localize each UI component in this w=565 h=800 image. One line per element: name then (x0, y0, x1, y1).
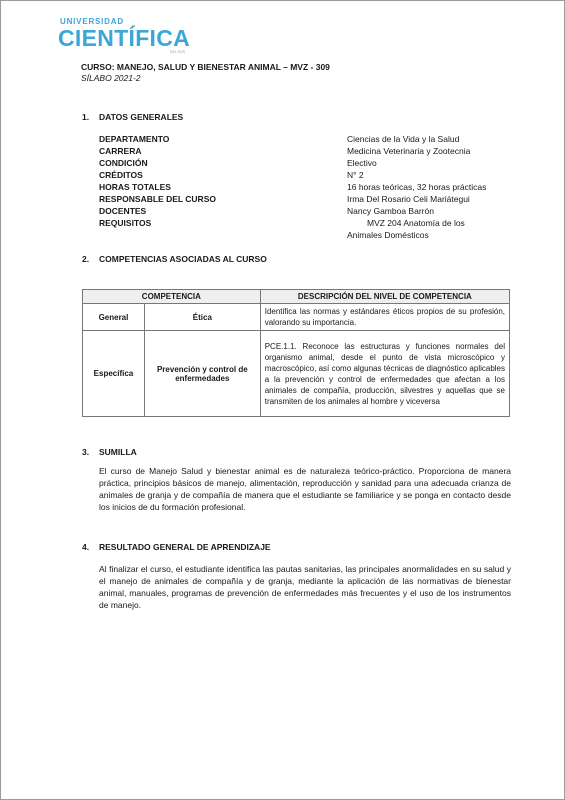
value-departamento: Ciencias de la Vida y la Salud (347, 134, 460, 144)
label-creditos: CRÉDITOS (99, 170, 143, 180)
competency-type: General (83, 304, 145, 331)
value-carrera: Medicina Veterinaria y Zootecnia (347, 146, 471, 156)
competency-name: Prevención y control de enfermedades (144, 331, 260, 417)
learning-outcome-paragraph: Al finalizar el curso, el estudiante identifica las pautas sanitarias, las principales anormalidades en su salud y el manejo de animales de compañía y de granja, mediante la aplicación de las normativas de bienestar animal, manuales, programas de prevención de enfermedades más frecuentes y el uso de los instrumentos de manejo. (99, 564, 511, 610)
logo-sub-text: DEL SUR (170, 50, 186, 54)
label-docentes: DOCENTES (99, 206, 147, 216)
section-4-title: RESULTADO GENERAL DE APRENDIZAJE (99, 542, 271, 552)
value-requisitos-cont: Animales Domésticos (347, 230, 429, 240)
university-logo (58, 17, 198, 57)
competency-name: Ética (144, 304, 260, 331)
label-carrera: CARRERA (99, 146, 142, 156)
header-descripcion: DESCRIPCIÓN DEL NIVEL DE COMPETENCIA (260, 290, 509, 304)
label-horas-totales: HORAS TOTALES (99, 182, 171, 192)
logo-top-text: UNIVERSIDAD (60, 17, 124, 26)
section-3-title: SUMILLA (99, 447, 137, 457)
competency-type: Específica (83, 331, 145, 417)
value-condicion: Electivo (347, 158, 377, 168)
label-requisitos: REQUISITOS (99, 218, 152, 228)
value-horas-totales: 16 horas teóricas, 32 horas prácticas (347, 182, 487, 192)
logo-main-text: CIENTÍFICA (58, 25, 191, 51)
section-1-number: 1. (82, 112, 90, 122)
value-docentes: Nancy Gamboa Barrón (347, 206, 434, 216)
syllabus-label: SÍLABO 2021-2 (81, 73, 141, 83)
label-departamento: DEPARTAMENTO (99, 134, 170, 144)
section-2-title: COMPETENCIAS ASOCIADAS AL CURSO (99, 254, 267, 264)
section-3-number: 3. (82, 447, 90, 457)
label-responsable: RESPONSABLE DEL CURSO (99, 194, 216, 204)
table-row (83, 304, 510, 331)
table-header-row (83, 290, 510, 304)
value-creditos: N° 2 (347, 170, 364, 180)
section-4-number: 4. (82, 542, 90, 552)
table-row (83, 331, 510, 417)
section-1-title: DATOS GENERALES (99, 112, 184, 122)
value-responsable: Irma Del Rosario Celi Mariátegui (347, 194, 470, 204)
competency-description: PCE.1.1. Reconoce las estructuras y funciones normales del organismo animal, desde el punto de vista microscópico y macroscópico, así como algunas técnicas de diagnóstico aplicables a la prevención y control de enfermedades que afectan a los animales de compañía, producción, silvestres y aquellas que se transmiten de los animales al hombre y viceversa (260, 331, 509, 417)
competency-description: Identifica las normas y estándares éticos propios de su profesión, valorando su importancia. (260, 304, 509, 331)
header-competencia: COMPETENCIA (83, 290, 261, 304)
competencies-table (82, 289, 510, 417)
sumilla-paragraph: El curso de Manejo Salud y bienestar animal es de naturaleza teórico-práctico. Proporciona de manera práctica, principios básicos de manejo, alimentación, reproducción y sanidad para una adecuada crianza de animales de granja y de compañía de manera que el estudiante se familiarice y se ponga en contacto desde los inicios de du formación profesional. (99, 466, 511, 512)
value-requisitos: MVZ 204 Anatomía de los (367, 218, 465, 228)
section-2-number: 2. (82, 254, 90, 264)
label-condicion: CONDICIÓN (99, 158, 148, 168)
course-title: CURSO: MANEJO, SALUD Y BIENESTAR ANIMAL – MVZ - 309 (81, 62, 330, 72)
